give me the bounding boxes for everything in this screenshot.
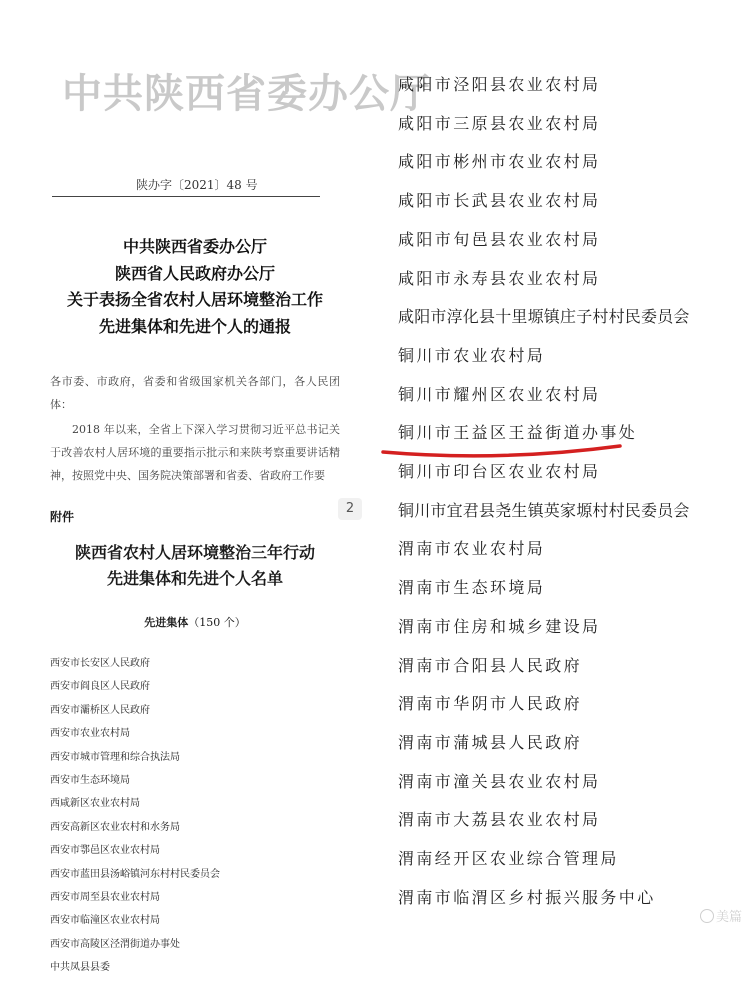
watermark-text: 美篇 (716, 910, 743, 925)
list-item: 西安市灞桥区人民政府 (50, 704, 150, 716)
issuing-agency-header: 中共陕西省委办公厅 (62, 70, 431, 117)
title-line: 中共陕西省委办公厅 (122, 237, 267, 256)
list-item: 西安市蓝田县汤峪镇河东村村民委员会 (50, 868, 220, 880)
list-item: 渭南市蒲城县人民政府 (398, 732, 583, 752)
list-item: 西安市长安区人民政府 (50, 658, 150, 669)
title-line: 先进集体和先进个人的通报 (98, 316, 291, 336)
list-item: 西安市高陵区泾渭街道办事处 (50, 938, 180, 950)
list-item: 铜川市印台区农业农村局 (398, 462, 601, 482)
attachment-label: 附件 (50, 510, 75, 524)
collective-label: 先进集体 (144, 616, 189, 629)
highlighted-list-item: 铜川市王益区王益街道办事处 (398, 423, 638, 443)
document-number: 陕办字〔2021〕48 号 (136, 178, 258, 192)
list-item: 咸阳市泾阳县农业农村局 (398, 75, 601, 94)
list-item: 西咸新区农业农村局 (50, 798, 140, 810)
list-item: 渭南市潼关县农业农村局 (398, 771, 601, 791)
list-item: 咸阳市永寿县农业农村局 (398, 268, 601, 288)
list-item: 渭南市大荔县农业农村局 (398, 810, 601, 830)
title-line: 关于表扬全省农村人居环境整治工作 (66, 290, 323, 309)
list-item: 咸阳市彬州市农业农村局 (398, 152, 601, 172)
list-item: 渭南市临渭区乡村振兴服务中心 (398, 887, 656, 907)
list-item: 西安市临潼区农业农村局 (50, 915, 160, 927)
salutation-paragraph: 各市委、市政府，省委和省级国家机关各部门，各人民团体： (50, 375, 340, 411)
list-item: 西安市鄠邑区农业农村局 (50, 845, 160, 857)
list-item: 渭南市住房和城乡建设局 (398, 616, 601, 636)
list-item: 西安市城市管理和综合执法局 (50, 751, 180, 763)
list-item: 渭南市合阳县人民政府 (398, 655, 583, 675)
list-item: 渭南市生态环境局 (398, 578, 546, 598)
list-item: 咸阳市淳化县十里塬镇庄子村村民委员会 (398, 307, 690, 327)
list-item: 西安市生态环境局 (50, 775, 130, 787)
list-item: 咸阳市三原县农业农村局 (398, 113, 601, 133)
list-item: 咸阳市旬邑县农业农村局 (398, 229, 601, 249)
highlight-stroke (383, 446, 620, 456)
watermark-logo-icon (700, 909, 714, 923)
list-item: 西安市阎良区人民政府 (50, 681, 150, 693)
list-item: 西安高新区农业农村和水务局 (50, 821, 180, 833)
list-item: 铜川市农业农村局 (398, 345, 546, 365)
list-item: 西安市农业农村局 (50, 728, 130, 740)
attachment-title-line: 先进集体和先进个人名单 (106, 569, 283, 588)
title-line: 陕西省人民政府办公厅 (114, 263, 275, 283)
body-paragraph: 2018 年以来，全省上下深入学习贯彻习近平总书记关于改善农村人居环境的重要指示批示和来陕考察重要讲话精神，按照党中央、国务院决策部署和省委、省政府工作要 (50, 423, 340, 482)
list-item: 渭南市华阴市人民政府 (398, 694, 583, 714)
list-item: 咸阳市长武县农业农村局 (398, 191, 601, 211)
list-item: 铜川市宜君县尧生镇英家塬村村民委员会 (398, 500, 690, 520)
list-item: 中共凤县县委 (50, 962, 110, 974)
list-item: 渭南市农业农村局 (398, 539, 546, 559)
list-item: 西安市周至县农业农村局 (50, 892, 160, 904)
list-item: 铜川市耀州区农业农村局 (398, 384, 601, 404)
attachment-title-line: 陕西省农村人居环境整治三年行动 (74, 543, 315, 562)
collective-count: （150 个） (188, 616, 246, 629)
page-marker: 2 (338, 498, 362, 520)
watermark (700, 906, 742, 925)
list-item: 渭南经开区农业综合管理局 (398, 849, 619, 869)
